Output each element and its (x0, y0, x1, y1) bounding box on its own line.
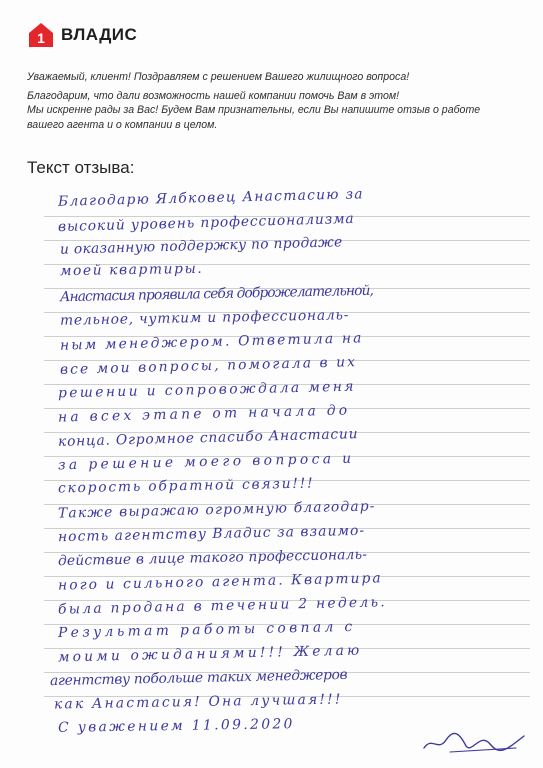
house-logo-icon (28, 22, 54, 48)
review-line-10: на всех этапе от начала до (57, 402, 351, 426)
review-line-22: как Анастасия! Она лучшая!!! (53, 691, 343, 713)
signature (420, 726, 530, 756)
review-line-20: моими ожиданиями!!! Желаю (57, 642, 363, 666)
handwritten-review (0, 178, 543, 768)
intro-line-4: вашего агента и о компании в целом. (27, 118, 218, 131)
intro-line-1: Уважаемый, клиент! Поздравляем с решением Вашего жилищного вопроса! (27, 71, 410, 83)
review-line-21: агентству побольше таких менеджеров (49, 666, 348, 690)
review-line-2: высокий уровень профессионализма (57, 210, 355, 236)
review-line-18: была продана в течении 2 недель. (57, 594, 388, 618)
brand-logo (28, 22, 137, 48)
review-sheet (0, 178, 543, 768)
review-line-4: моей квартиры. (59, 260, 204, 280)
intro-line-2: Благодарим, что дали возможность нашей компании помочь Вам в этом! (27, 89, 400, 102)
logo-digit: 1 (37, 30, 45, 46)
review-line-6: тельное, чутким и профессиональ- (59, 307, 350, 329)
review-line-17: ного и сильного агента. Квартира (57, 570, 383, 594)
review-line-8: все мои вопросы, помогала в их (59, 354, 358, 378)
review-line-16: действие в лице такого профессиональ- (57, 546, 368, 570)
intro-line-3: Мы искренне рады за Вас! Будем Вам признательны, если Вы напишите отзыв о работе (27, 104, 481, 117)
review-heading: Текст отзыва: (27, 158, 135, 177)
review-line-13: скорость обратной связи!!! (57, 475, 315, 497)
review-line-14: Также выражаю огромную благодар- (57, 498, 376, 522)
review-line-7: ным менеджером. Ответила на (59, 330, 364, 354)
review-line-5: Анастасия проявила себя доброжелательной, (59, 282, 374, 306)
review-line-11: конца. Огромное спасибо Анастасии (57, 426, 359, 450)
review-line-23: С уважением 11.09.2020 (57, 716, 295, 736)
brand-name: ВЛАДИС (61, 25, 138, 44)
review-line-19: Результат работы совпал с (57, 618, 356, 642)
review-line-9: решении и сопровождала меня (57, 378, 356, 402)
review-line-1: Благодарю Ялбковец Анастасию за (57, 186, 365, 210)
intro-text (27, 70, 522, 132)
review-line-3: и оказанную поддержку по продаже (59, 234, 343, 258)
review-line-15: ность агентству Владис за взаимо- (57, 522, 366, 546)
review-line-12: за решение моего вопроса и (57, 450, 355, 474)
